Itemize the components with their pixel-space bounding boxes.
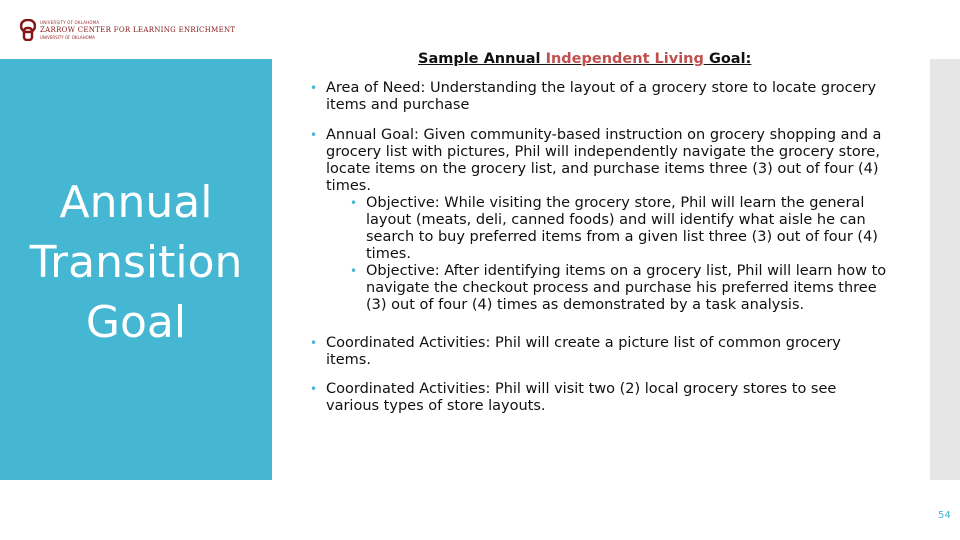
bullet-text: Coordinated Activities: Phil will visit two (2) local grocery stores to see various types of store layouts.	[326, 381, 837, 414]
goal-content	[310, 80, 890, 415]
bullet-coordinated-activity-1	[310, 335, 890, 369]
logo-line-1: UNIVERSITY OF OKLAHOMA	[40, 20, 100, 25]
bullet-objective-1	[350, 195, 890, 263]
bullet-icon: •	[310, 128, 318, 142]
side-title	[30, 173, 243, 353]
bullet-icon: •	[310, 336, 318, 350]
bullet-objective-2	[350, 263, 890, 314]
heading-part-2: Goal:	[703, 51, 752, 67]
bullet-text: Objective: While visiting the grocery store, Phil will learn the general layout (meats, deli, canned foods) and will identify what aisle he can search to buy preferred items from a given list three (3) out of four (4) times.	[366, 195, 878, 262]
bullet-icon: •	[310, 382, 318, 396]
bullet-text: Coordinated Activities: Phil will create a picture list of common grocery items.	[326, 335, 841, 368]
heading-part-1: Sample Annual	[418, 51, 546, 67]
ou-logo-icon	[20, 19, 36, 41]
bullet-icon: •	[310, 81, 318, 95]
heading-accent: Independent Living	[545, 51, 704, 67]
slide-heading	[418, 51, 751, 67]
side-title-line-2: Transition	[29, 236, 243, 288]
page-number: 54	[938, 510, 951, 521]
side-title-line-1: Annual	[59, 176, 213, 228]
logo-line-3: UNIVERSITY OF OKLAHOMA	[40, 35, 95, 40]
bullet-text: Annual Goal: Given community-based instruction on grocery shopping and a grocery list with pictures, Phil will independently navigate the grocery store, locate items on the grocery list, and purchase items three (3) out of four (4) times.	[326, 127, 882, 194]
side-title-line-3: Goal	[85, 296, 187, 348]
bullet-area-of-need	[310, 80, 890, 114]
bullet-text: Area of Need: Understanding the layout of a grocery store to locate grocery items and purchase	[326, 80, 877, 113]
side-title-panel	[0, 59, 272, 480]
ou-zarrow-logo	[20, 18, 235, 42]
bullet-annual-goal	[310, 127, 890, 195]
bullet-coordinated-activity-2	[310, 381, 890, 415]
bullet-icon: •	[350, 196, 358, 210]
right-accent-bar	[930, 59, 960, 480]
bullet-icon: •	[350, 264, 358, 278]
logo-line-2: ZARROW CENTER FOR LEARNING ENRICHMENT	[40, 26, 236, 34]
bullet-text: Objective: After identifying items on a grocery list, Phil will learn how to navigate the checkout process and purchase his preferred items three (3) out of four (4) times as demonstrated by a task analysis.	[366, 263, 887, 313]
